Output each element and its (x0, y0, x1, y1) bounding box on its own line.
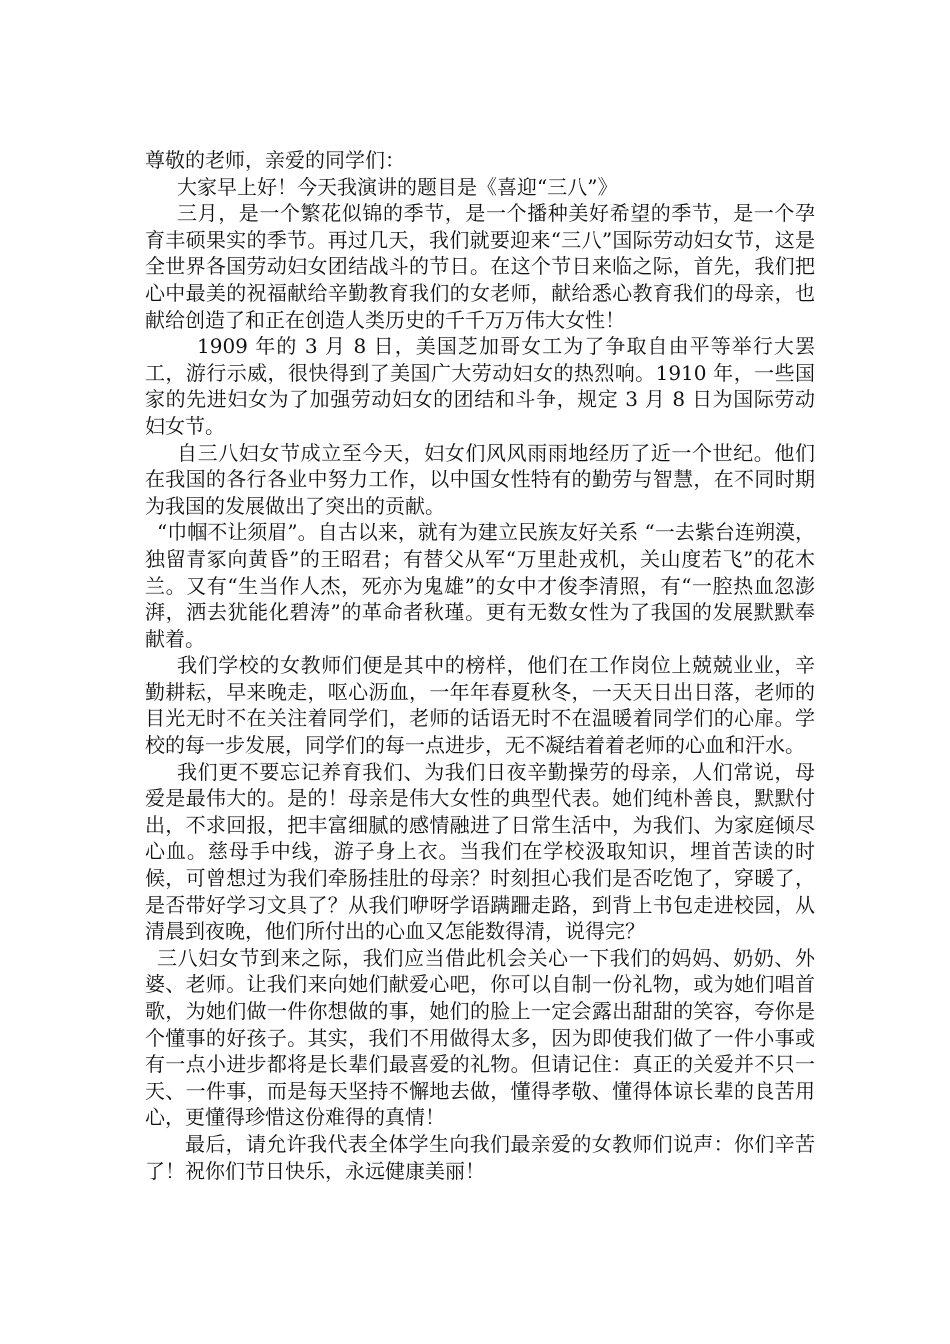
paragraph-closing: 最后，请允许我代表全体学生向我们最亲爱的女教师们说声：你们辛苦了！祝你们节日快乐，永远健康美丽！ (145, 1131, 815, 1183)
paragraph-teachers: 我们学校的女教师们便是其中的榜样，他们在工作岗位上兢兢业业，辛勤耕耘，早来晚走，呕心沥血，一年年春夏秋冬，一天天日出日落，老师的目光无时不在关注着同学们，老师的话语无时不在温暖着同学们的心扉。学校的每一步发展，同学们的每一点进步，无不凝结着着老师的心血和汗水。 (145, 653, 815, 758)
paragraph-care: 三八妇女节到来之际，我们应当借此机会关心一下我们的妈妈、奶奶、外婆、老师。让我们来向她们献爱心吧，你可以自制一份礼物，或为她们唱首歌，为她们做一件你想做的事，她们的脸上一定会露出甜甜的笑容，夸你是个懂事的好孩子。其实，我们不用做得太多，因为即使我们做了一件小事或有一点小进步都将是长辈们最喜爱的礼物。但请记住：真正的关爱并不只一天、一件事，而是每天坚持不懈地去做，懂得孝敬、懂得体谅长辈的良苦用心，更懂得珍惜这份难得的真情！ (145, 945, 815, 1130)
paragraph-century: 自三八妇女节成立至今天，妇女们风风雨雨地经历了近一个世纪。他们在我国的各行各业中努力工作，以中国女性特有的勤劳与智慧，在不同时期为我国的发展做出了突出的贡献。 (145, 440, 815, 518)
greeting-paragraph: 大家早上好！今天我演讲的题目是《喜迎“三八”》 (177, 174, 618, 199)
paragraph-mothers: 我们更不要忘记养育我们、为我们日夜辛勤操劳的母亲，人们常说，母爱是最伟大的。是的！母亲是伟大女性的典型代表。她们纯朴善良，默默付出，不求回报，把丰富细腻的感情融进了日常生活中，为我们、为家庭倾尽心血。慈母手中线，游子身上衣。当我们在学校汲取知识，埋首苦读的时候，可曾想过为我们牵肠挂肚的母亲？时刻担心我们是否吃饱了，穿暖了，是否带好学习文具了？从我们咿呀学语蹒跚走路，到背上书包走进校园，从清晨到夜晚，他们所付出的心血又怎能数得清，说得完？ (145, 759, 815, 944)
paragraph-history: 1909 年的 3 月 8 日，美国芝加哥女工为了争取自由平等举行大罢工，游行示威，很快得到了美国广大劳动妇女的热烈响。1910 年，一些国家的先进妇女为了加强劳动妇女的团结和斗争，规定 3 月 8 日为国际劳动妇女节。 (145, 334, 815, 438)
paragraph-march: 三月，是一个繁花似锦的季节，是一个播种美好希望的季节，是一个孕育丰硕果实的季节。再过几天，我们就要迎来“三八”国际劳动妇女节，这是全世界各国劳动妇女团结战斗的节日。在这个节日来临之际，首先，我们把心中最美的祝福献给辛勤教育我们的女老师，献给悉心教育我们的母亲，也献给创造了和正在创造人类历史的千千万万伟大女性！ (145, 201, 815, 332)
salutation: 尊敬的老师，亲爱的同学们： (145, 148, 405, 172)
speech-text (145, 147, 815, 1184)
paragraph-heroines: “巾帼不让须眉”。自古以来，就有为建立民族友好关系 “一去紫台连朔漠，独留青冢向黄昏”的王昭君；有替父从军“万里赴戎机，关山度若飞”的花木兰。又有“生当作人杰，死亦为鬼雄”的女中才俊李清照，有“一腔热血忽澎湃，洒去犹能化碧涛”的革命者秋瑾。更有无数女性为了我国的发展默默奉献着。 (145, 520, 815, 651)
